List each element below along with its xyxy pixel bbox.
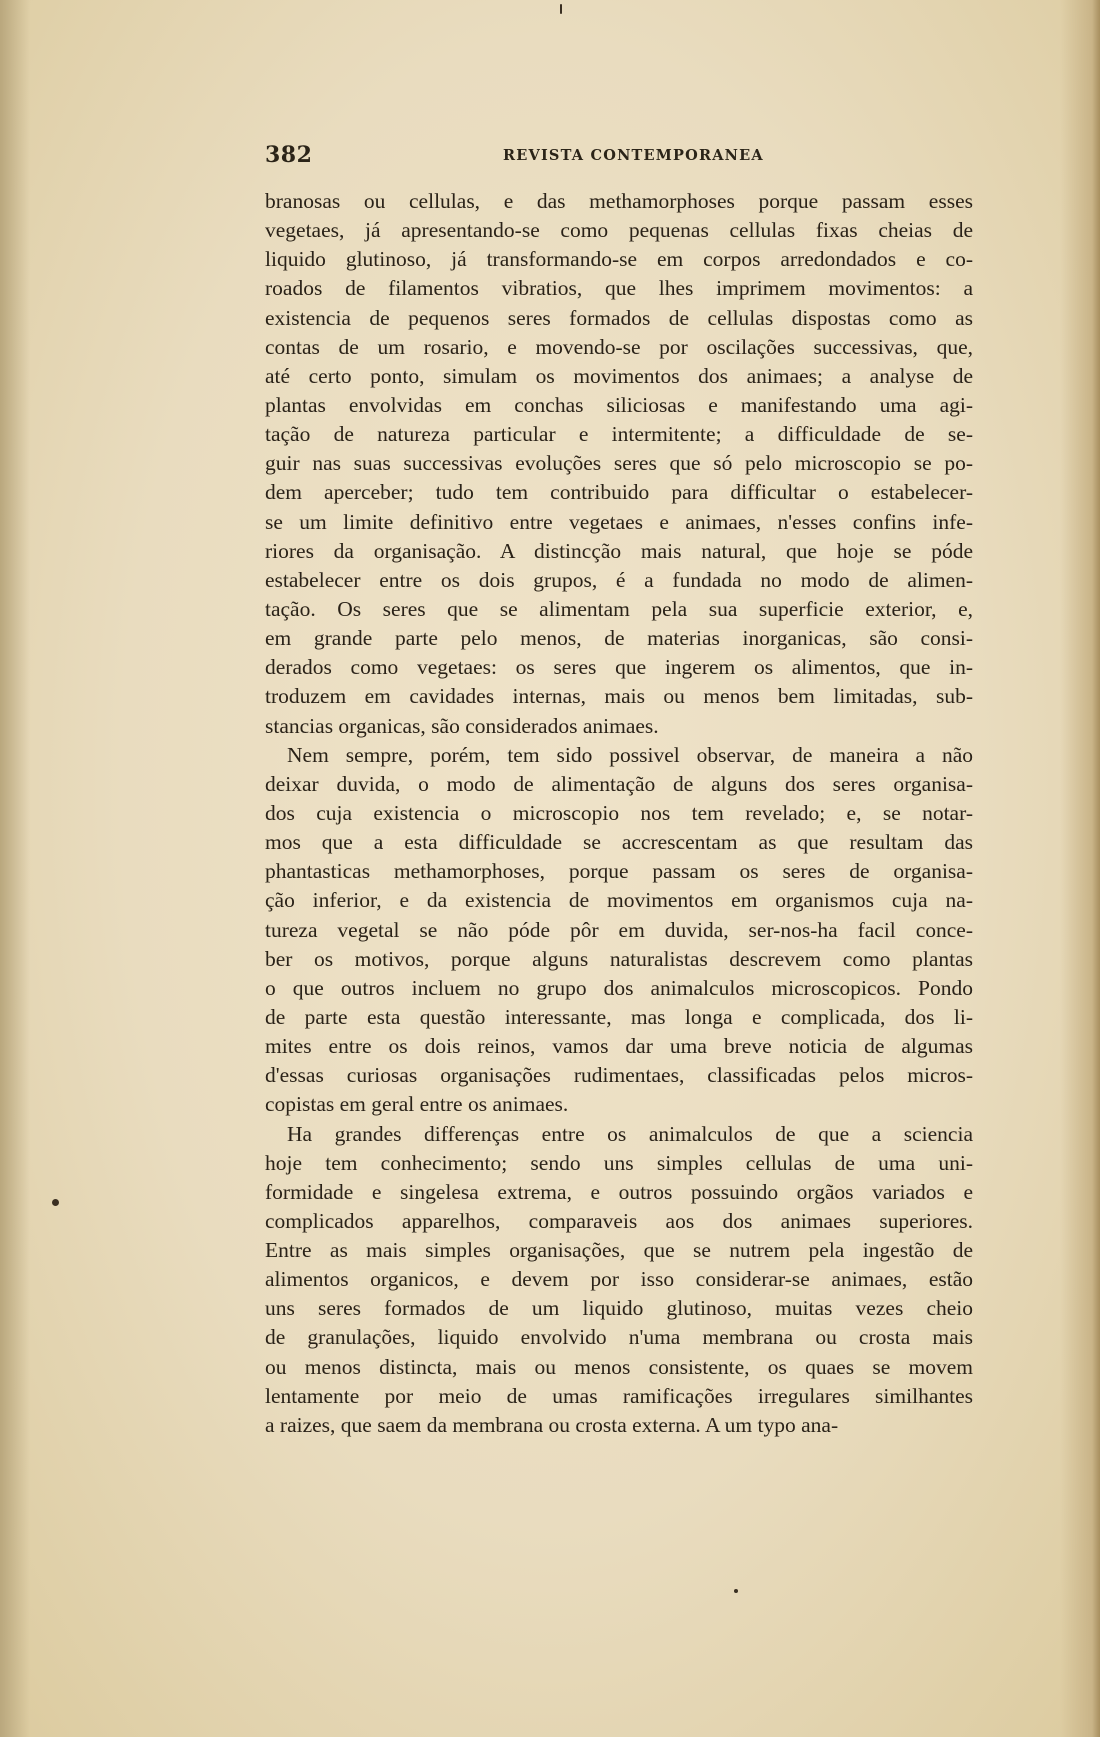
text-line: roados de filamentos vibratios, que lhes imprimem movimentos: a [265,276,973,301]
text-line: stancias organicas, são considerados animaes. [265,713,659,738]
text-line: tação. Os seres que se alimentam pela sua superficie exterior, e, [265,596,973,621]
text-line: Ha grandes differenças entre os animalculos de que a sciencia [287,1121,973,1146]
text-line: uns seres formados de um liquido glutinoso, muitas vezes cheio [265,1296,973,1321]
text-line: d'essas curiosas organisações rudimentaes, classificadas pelos micros- [265,1063,973,1088]
text-line: deixar duvida, o modo de alimentação de alguns dos seres organisa- [265,771,973,796]
running-title: REVISTA CONTEMPORANEA [503,147,764,164]
text-line: alimentos organicos, e devem por isso considerar-se animaes, estão [265,1267,973,1292]
text-line: dem aperceber; tudo tem contribuido para difficultar o estabelecer- [265,480,973,505]
text-line: tureza vegetal se não póde pôr em duvida, ser-nos-ha facil conce- [265,917,973,942]
page-shadow-left [0,0,30,1737]
page-edge-right [1060,0,1100,1737]
text-line: phantasticas methamorphoses, porque passam os seres de organisa- [265,859,973,884]
text-line: plantas envolvidas em conchas siliciosas e manifestando uma agi- [265,392,973,417]
paper-speck [52,1199,59,1206]
text-line: de parte esta questão interessante, mas longa e complicada, dos li- [265,1004,973,1029]
text-line: a raizes, que saem da membrana ou crosta externa. A um typo ana- [265,1412,839,1437]
text-line: tação de natureza particular e intermitente; a difficuldade de se- [265,422,973,447]
text-line: estabelecer entre os dois grupos, é a fundada no modo de alimen- [265,567,973,592]
text-line: ber os motivos, porque alguns naturalistas descrevem como plantas [265,946,973,971]
text-line: Nem sempre, porém, tem sido possivel observar, de maneira a não [287,742,973,767]
page-number: 382 [265,142,313,168]
page-header [265,142,973,176]
text-line: copistas em geral entre os animaes. [265,1092,569,1117]
text-line: se um limite definitivo entre vegetaes e animaes, n'esses confins infe- [265,509,973,534]
text-line: o que outros incluem no grupo dos animalculos microscopicos. Pondo [265,975,973,1000]
body-text [265,187,973,1440]
text-line: mites entre os dois reinos, vamos dar uma breve noticia de algumas [265,1034,973,1059]
text-line: complicados apparelhos, comparaveis aos dos animaes superiores. [265,1208,973,1233]
text-line: dos cuja existencia o microscopio nos tem revelado; e, se notar- [265,800,973,825]
text-line: contas de um rosario, e movendo-se por oscilações successivas, que, [265,334,973,359]
text-line: ção inferior, e da existencia de movimentos em organismos cuja na- [265,888,973,913]
text-line: guir nas suas successivas evoluções seres que só pelo microscopio se po- [265,451,973,476]
text-line: troduzem em cavidades internas, mais ou menos bem limitadas, sub- [265,684,973,709]
text-line: branosas ou cellulas, e das methamorphoses porque passam esses [265,189,973,213]
text-line: até certo ponto, simulam os movimentos dos animaes; a analyse de [265,363,973,388]
text-line: riores da organisação. A distincção mais natural, que hoje se póde [265,538,973,563]
text-line: derados como vegetaes: os seres que ingerem os alimentos, que in- [265,655,973,680]
text-line: mos que a esta difficuldade se accrescentam as que resultam das [265,830,973,855]
text-line: formidade e singelesa extrema, e outros possuindo orgãos variados e [265,1179,973,1204]
text-line: liquido glutinoso, já transformando-se em corpos arredondados e co- [265,247,973,272]
paper-speck [734,1589,738,1593]
text-line: ou menos distincta, mais ou menos consistente, os quaes se movem [265,1354,973,1379]
text-line: Entre as mais simples organisações, que se nutrem pela ingestão de [265,1238,973,1263]
text-line: existencia de pequenos seres formados de cellulas dispostas como as [265,305,973,330]
text-line: de granulações, liquido envolvido n'uma membrana ou crosta mais [265,1325,973,1350]
paper-speck [560,4,562,14]
text-line: em grande parte pelo menos, de materias inorganicas, são consi- [265,626,973,651]
text-line: lentamente por meio de umas ramificações irregulares similhantes [265,1383,973,1408]
text-line: vegetaes, já apresentando-se como pequenas cellulas fixas cheias de [265,218,973,243]
text-line: hoje tem conhecimento; sendo uns simples cellulas de uma uni- [265,1150,973,1175]
